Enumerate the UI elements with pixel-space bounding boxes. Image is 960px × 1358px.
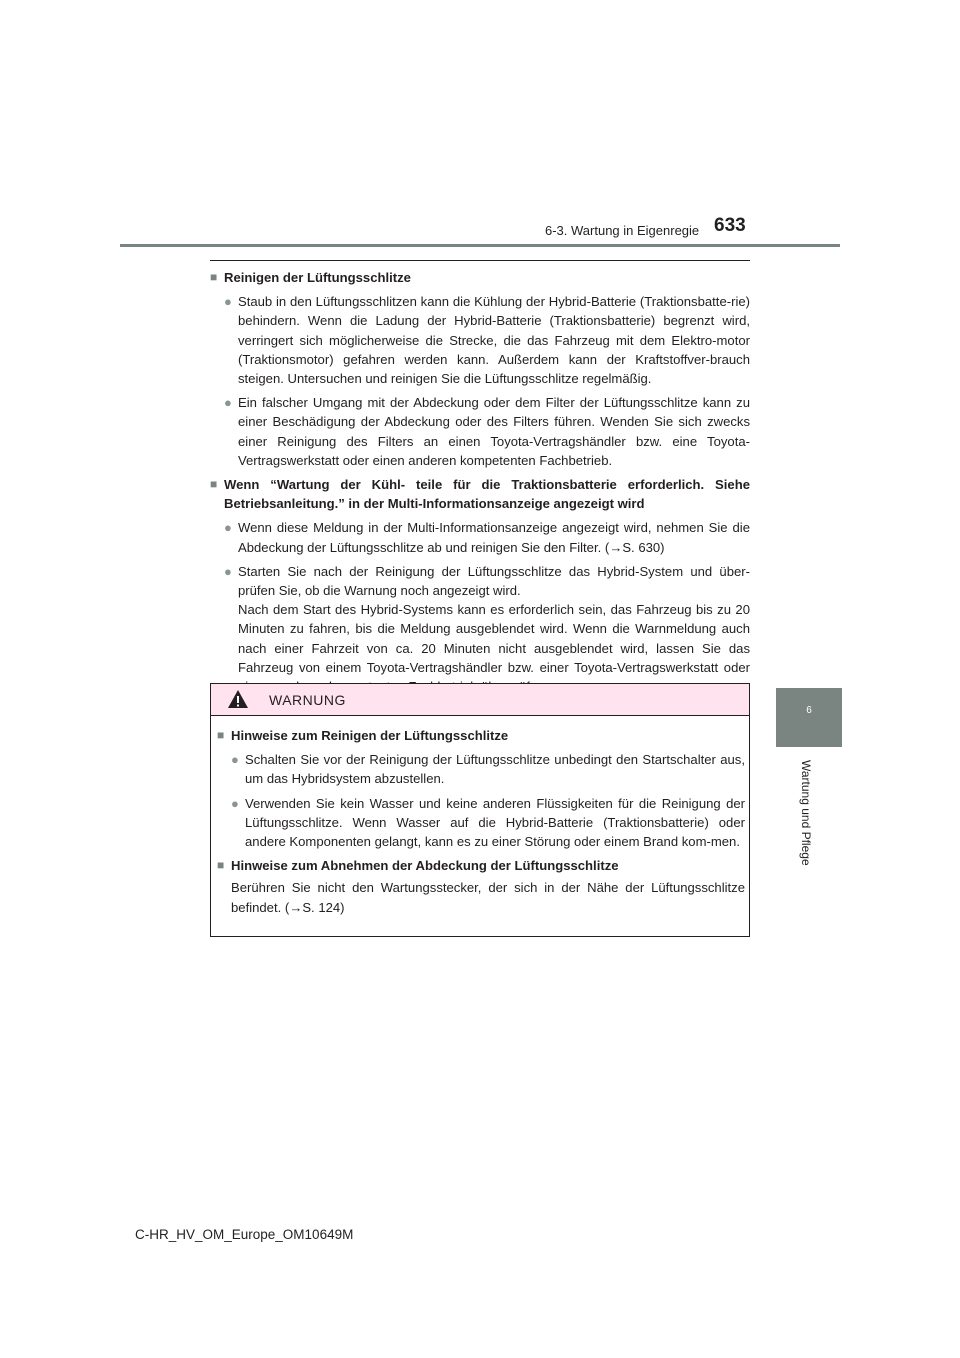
list-item-text: Staub in den Lüftungsschlitzen kann die Kühlung der Hybrid-Batterie (Traktionsbatte-rie) behindern. Wenn die Ladung der Hybrid-Batterie (Traktionsbatterie) begrenzt wird, verringert sich möglicherweise die Strecke, die das Fahrzeug mit dem Elektro-motor (Traktionsmotor) gefahren werden kann. Außerdem kann der Kraftstoffver-brauch steigen. Untersuchen und reinigen Sie die Lüftungsschlitze regelmäßig. <box>238 294 750 387</box>
warning-title: WARNUNG <box>269 692 346 708</box>
section-cleaning-vents <box>210 268 750 470</box>
circle-bullet-icon: ● <box>224 395 232 411</box>
list-item <box>224 393 750 470</box>
square-bullet-icon: ■ <box>217 858 225 873</box>
circle-bullet-icon: ● <box>224 520 232 536</box>
warning-section-cleaning <box>217 726 745 851</box>
list-item-text: Starten Sie nach der Reinigung der Lüftungsschlitze das Hybrid-System und über-prüfen Sie, ob die Warnung noch angezeigt wird. <box>238 563 750 599</box>
list-item-text: Verwenden Sie kein Wasser und keine anderen Flüssigkeiten für die Reinigung der Lüftungsschlitze. Wenn Wasser auf die Hybrid-Batterie (Traktionsbatterie) oder andere Komponenten gelangt, kann es zu einer Störung oder einem Brand kom-men. <box>245 795 745 850</box>
list-item-text: Wenn diese Meldung in der Multi-Informationsanzeige angezeigt wird, nehmen Sie die Abdeckung der Lüftungsschlitze ab und reinigen Sie den Filter. (→S. 630) <box>238 520 750 555</box>
list-item <box>224 292 750 388</box>
section-maintenance-message <box>210 475 750 696</box>
circle-bullet-icon: ● <box>231 752 239 768</box>
content-divider <box>210 260 750 261</box>
chapter-label-container <box>777 760 843 870</box>
warning-triangle-icon <box>227 689 249 709</box>
list-item <box>224 518 750 556</box>
chapter-tab <box>776 688 842 747</box>
section-title: Hinweise zum Abnehmen der Abdeckung der Lüftungsschlitze <box>231 858 619 874</box>
list-item <box>231 750 745 788</box>
list-item-text: Ein falscher Umgang mit der Abdeckung oder dem Filter der Lüftungsschlitze kann zu einer Beschädigung der Abdeckung oder des Filters führen. Wenden Sie sich zwecks einer Reinigung des Filters an einen Toyota-Vertragshändler bzw. eine Toyota-Vertragswerkstatt oder einen anderen kompetenten Fachbetrieb. <box>238 395 750 468</box>
page-number: 633 <box>714 215 746 236</box>
warning-header <box>211 684 749 716</box>
square-bullet-icon: ■ <box>210 270 218 284</box>
section-title: Hinweise zum Reinigen der Lüftungsschlitze <box>231 728 509 743</box>
chapter-number: 6 <box>806 705 812 716</box>
chapter-label: Wartung und Pflege <box>799 760 813 866</box>
list-item <box>224 562 750 696</box>
main-content <box>210 268 750 700</box>
circle-bullet-icon: ● <box>224 563 232 579</box>
header-divider <box>120 244 840 247</box>
list-item <box>231 794 745 852</box>
list-item-text: Schalten Sie vor der Reinigung der Lüftungsschlitze unbedingt den Startschalter aus, um das Hybridsystem abzustellen. <box>245 752 745 787</box>
warning-box <box>210 683 750 937</box>
section-title: Wenn “Wartung der Kühl- teile für die Traktionsbatterie erforderlich. Siehe Betriebsanleitung.” in der Multi-Informationsanzeige angezeigt wird <box>224 477 750 512</box>
footer-doc-id: C-HR_HV_OM_Europe_OM10649M <box>135 1227 354 1242</box>
square-bullet-icon: ■ <box>217 728 225 742</box>
list-item-text: Nach dem Start des Hybrid-Systems kann es erforderlich sein, das Fahrzeug bis zu 20 Minuten zu fahren, bis die Meldung ausgeblendet wird. Wenn die Warnmeldung auch nach einer Fahrzeit von ca. 20 Minuten nicht ausgeblendet wird, lassen Sie das Fahrzeug von einem Toyota-Vertragshändler bzw. einer Toyota-Vertragswerkstatt oder <box>238 602 750 675</box>
square-bullet-icon: ■ <box>210 477 218 492</box>
circle-bullet-icon: ● <box>231 795 239 811</box>
section-title: Reinigen der Lüftungsschlitze <box>224 270 411 285</box>
warning-body <box>217 726 745 919</box>
warning-section-cover <box>217 856 745 917</box>
warning-text: Berühren Sie nicht den Wartungsstecker, der sich in der Nähe der Lüftungsschlitze befindet. (→S. 124) <box>231 880 745 915</box>
circle-bullet-icon: ● <box>224 294 232 310</box>
header-section-title: 6-3. Wartung in Eigenregie <box>545 223 700 238</box>
